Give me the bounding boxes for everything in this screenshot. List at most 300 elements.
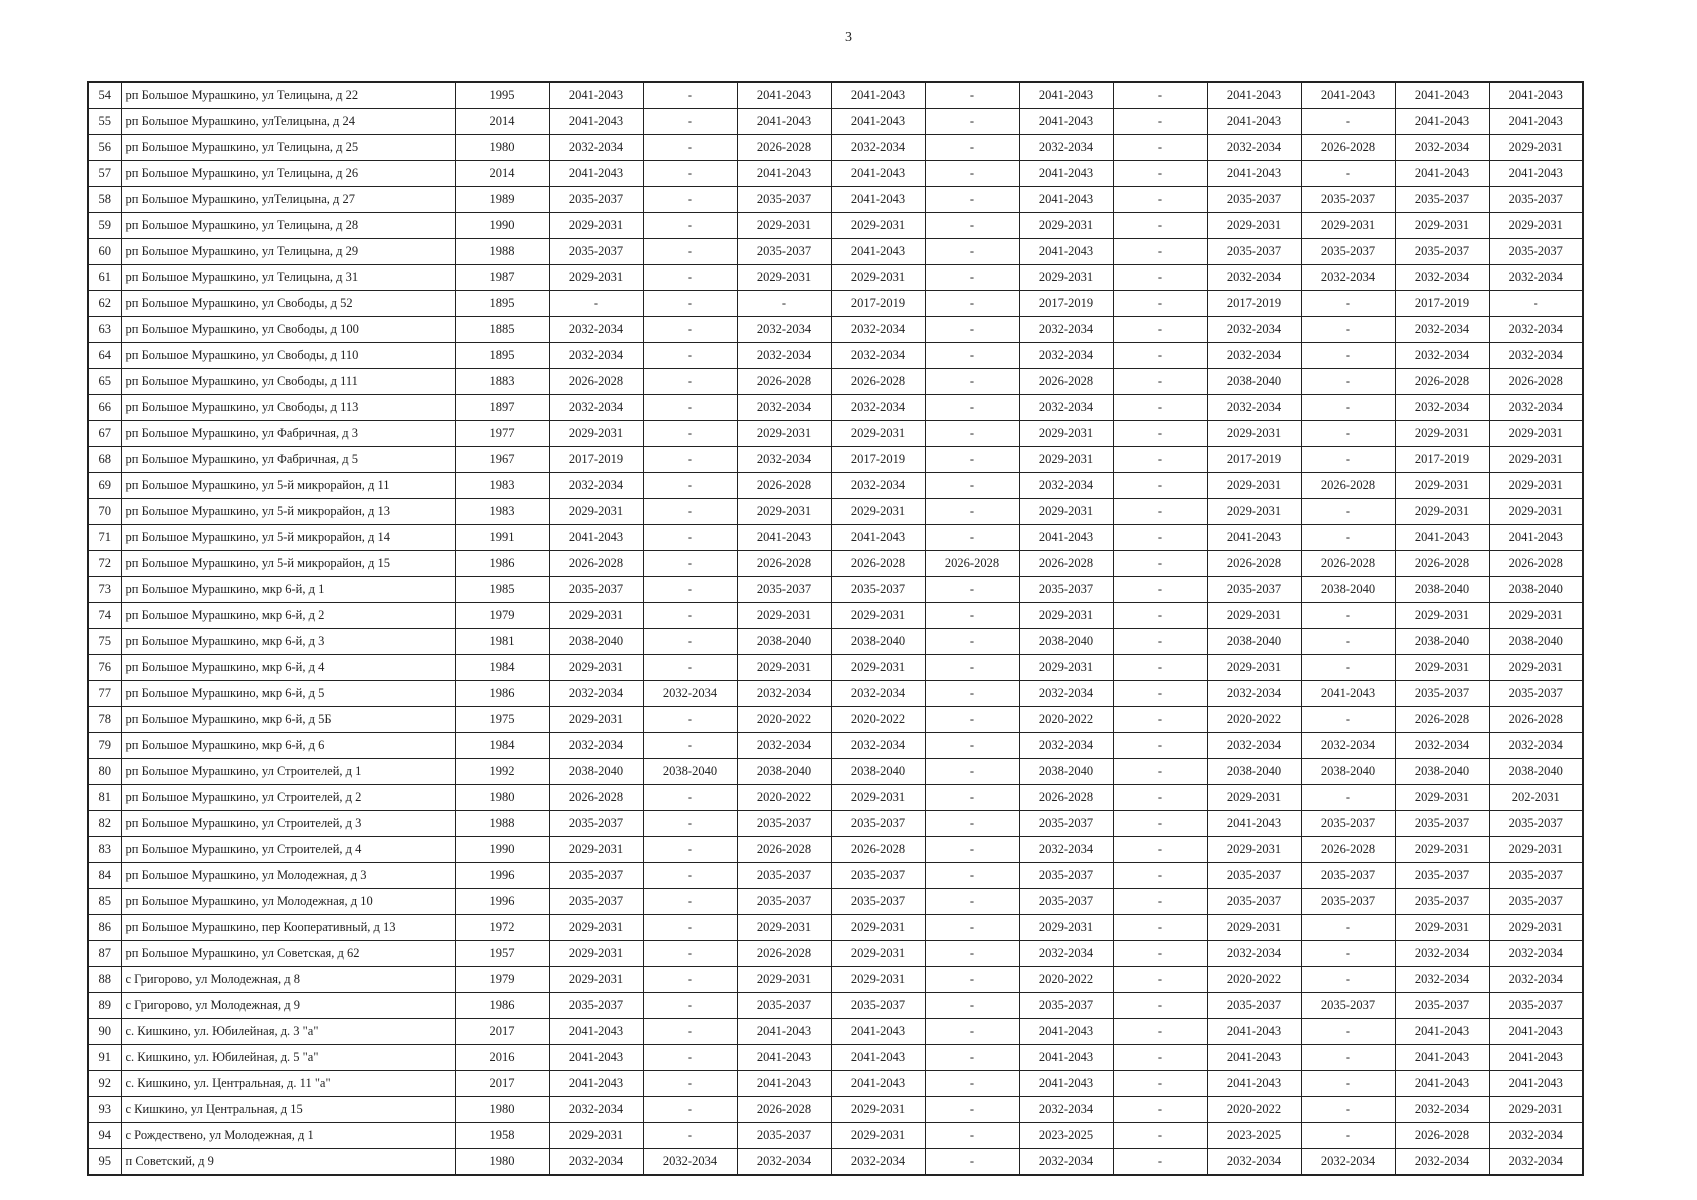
- address-cell: рп Большое Мурашкино, ул Советская, д 62: [121, 941, 455, 967]
- year-cell: 1995: [455, 82, 549, 109]
- period-cell: 2038-2040: [1207, 759, 1301, 785]
- period-cell: 2026-2028: [737, 473, 831, 499]
- address-cell: рп Большое Мурашкино, ул Строителей, д 4: [121, 837, 455, 863]
- period-cell: -: [925, 265, 1019, 291]
- period-cell: 2032-2034: [1395, 733, 1489, 759]
- period-cell: 2029-2031: [831, 655, 925, 681]
- table-row: [88, 993, 1583, 1019]
- period-cell: 2029-2031: [1207, 837, 1301, 863]
- table-row: [88, 1123, 1583, 1149]
- period-cell: 2038-2040: [1019, 629, 1113, 655]
- period-cell: 2029-2031: [549, 1123, 643, 1149]
- period-cell: 2035-2037: [1489, 811, 1583, 837]
- address-cell: рп Большое Мурашкино, улТелицына, д 27: [121, 187, 455, 213]
- row-number-cell: 86: [88, 915, 121, 941]
- period-cell: 2029-2031: [1489, 447, 1583, 473]
- period-cell: 2035-2037: [549, 993, 643, 1019]
- period-cell: 2038-2040: [1207, 629, 1301, 655]
- period-cell: 2026-2028: [549, 785, 643, 811]
- period-cell: 2026-2028: [737, 837, 831, 863]
- address-cell: рп Большое Мурашкино, ул 5-й микрорайон, д 13: [121, 499, 455, 525]
- row-number-cell: 78: [88, 707, 121, 733]
- year-cell: 1986: [455, 551, 549, 577]
- period-cell: 2038-2040: [1395, 577, 1489, 603]
- period-cell: -: [643, 837, 737, 863]
- period-cell: 2041-2043: [1395, 1019, 1489, 1045]
- period-cell: 2029-2031: [1489, 421, 1583, 447]
- table-row: [88, 291, 1583, 317]
- period-cell: 2020-2022: [831, 707, 925, 733]
- address-cell: рп Большое Мурашкино, ул Телицына, д 31: [121, 265, 455, 291]
- address-cell: рп Большое Мурашкино, ул Строителей, д 2: [121, 785, 455, 811]
- period-cell: 2035-2037: [549, 889, 643, 915]
- period-cell: 2032-2034: [1489, 941, 1583, 967]
- year-cell: 1987: [455, 265, 549, 291]
- period-cell: 202-2031: [1489, 785, 1583, 811]
- year-cell: 2016: [455, 1045, 549, 1071]
- period-cell: 2029-2031: [737, 655, 831, 681]
- period-cell: -: [925, 395, 1019, 421]
- period-cell: -: [925, 837, 1019, 863]
- period-cell: 2026-2028: [1207, 551, 1301, 577]
- period-cell: 2032-2034: [1489, 395, 1583, 421]
- period-cell: 2035-2037: [1019, 863, 1113, 889]
- period-cell: 2020-2022: [1207, 707, 1301, 733]
- period-cell: 2032-2034: [549, 317, 643, 343]
- period-cell: 2035-2037: [1489, 187, 1583, 213]
- period-cell: -: [643, 1097, 737, 1123]
- period-cell: 2032-2034: [1207, 1149, 1301, 1176]
- period-cell: 2041-2043: [1301, 82, 1395, 109]
- address-cell: с. Кишкино, ул. Юбилейная, д. 5 "а": [121, 1045, 455, 1071]
- table-row: [88, 369, 1583, 395]
- year-cell: 2014: [455, 161, 549, 187]
- address-cell: с Кишкино, ул Центральная, д 15: [121, 1097, 455, 1123]
- period-cell: -: [1301, 525, 1395, 551]
- period-cell: 2032-2034: [1207, 941, 1301, 967]
- period-cell: 2026-2028: [737, 369, 831, 395]
- row-number-cell: 84: [88, 863, 121, 889]
- address-cell: рп Большое Мурашкино, ул Фабричная, д 5: [121, 447, 455, 473]
- table-row: [88, 499, 1583, 525]
- period-cell: 2029-2031: [1019, 655, 1113, 681]
- period-cell: 2032-2034: [1207, 317, 1301, 343]
- year-cell: 1983: [455, 473, 549, 499]
- period-cell: 2032-2034: [549, 343, 643, 369]
- period-cell: -: [925, 707, 1019, 733]
- period-cell: 2017-2019: [1207, 291, 1301, 317]
- period-cell: 2020-2022: [737, 707, 831, 733]
- period-cell: -: [1113, 733, 1207, 759]
- row-number-cell: 77: [88, 681, 121, 707]
- address-cell: рп Большое Мурашкино, ул 5-й микрорайон, д 11: [121, 473, 455, 499]
- year-cell: 1979: [455, 603, 549, 629]
- period-cell: 2035-2037: [549, 577, 643, 603]
- period-cell: -: [925, 785, 1019, 811]
- period-cell: -: [1113, 369, 1207, 395]
- period-cell: 2032-2034: [643, 1149, 737, 1176]
- year-cell: 1897: [455, 395, 549, 421]
- period-cell: -: [1301, 395, 1395, 421]
- period-cell: 2032-2034: [1019, 681, 1113, 707]
- period-cell: 2026-2028: [831, 551, 925, 577]
- period-cell: -: [1301, 291, 1395, 317]
- year-cell: 1984: [455, 655, 549, 681]
- page-number: 3: [845, 30, 852, 45]
- period-cell: 2017-2019: [831, 291, 925, 317]
- period-cell: 2041-2043: [1207, 109, 1301, 135]
- period-cell: -: [1113, 1019, 1207, 1045]
- period-cell: 2029-2031: [549, 915, 643, 941]
- table-row: [88, 239, 1583, 265]
- row-number-cell: 65: [88, 369, 121, 395]
- period-cell: 2029-2031: [1395, 655, 1489, 681]
- period-cell: -: [1113, 785, 1207, 811]
- period-cell: 2035-2037: [737, 577, 831, 603]
- year-cell: 1996: [455, 863, 549, 889]
- period-cell: 2032-2034: [831, 1149, 925, 1176]
- period-cell: 2032-2034: [643, 681, 737, 707]
- period-cell: -: [643, 291, 737, 317]
- period-cell: 2035-2037: [1395, 993, 1489, 1019]
- period-cell: -: [643, 707, 737, 733]
- period-cell: -: [1489, 291, 1583, 317]
- table-row: [88, 1071, 1583, 1097]
- period-cell: 2029-2031: [549, 837, 643, 863]
- period-cell: 2041-2043: [549, 1045, 643, 1071]
- period-cell: 2035-2037: [1019, 577, 1113, 603]
- period-cell: -: [1301, 1123, 1395, 1149]
- year-cell: 1981: [455, 629, 549, 655]
- row-number-cell: 61: [88, 265, 121, 291]
- period-cell: 2038-2040: [737, 759, 831, 785]
- year-cell: 1986: [455, 681, 549, 707]
- period-cell: -: [643, 629, 737, 655]
- period-cell: 2029-2031: [831, 941, 925, 967]
- period-cell: 2041-2043: [831, 161, 925, 187]
- period-cell: 2035-2037: [737, 993, 831, 1019]
- row-number-cell: 90: [88, 1019, 121, 1045]
- schedule-table: [87, 81, 1584, 1176]
- period-cell: 2035-2037: [1395, 681, 1489, 707]
- period-cell: -: [925, 369, 1019, 395]
- year-cell: 1972: [455, 915, 549, 941]
- row-number-cell: 93: [88, 1097, 121, 1123]
- period-cell: 2035-2037: [737, 239, 831, 265]
- period-cell: -: [643, 733, 737, 759]
- year-cell: 1957: [455, 941, 549, 967]
- period-cell: 2029-2031: [831, 421, 925, 447]
- period-cell: -: [1301, 915, 1395, 941]
- table-row: [88, 629, 1583, 655]
- period-cell: -: [643, 967, 737, 993]
- period-cell: -: [1113, 759, 1207, 785]
- period-cell: 2029-2031: [549, 213, 643, 239]
- period-cell: -: [925, 447, 1019, 473]
- period-cell: 2029-2031: [831, 603, 925, 629]
- period-cell: 2035-2037: [1489, 863, 1583, 889]
- period-cell: 2026-2028: [1489, 551, 1583, 577]
- row-number-cell: 88: [88, 967, 121, 993]
- period-cell: -: [1301, 343, 1395, 369]
- period-cell: 2032-2034: [1489, 967, 1583, 993]
- period-cell: 2029-2031: [1019, 499, 1113, 525]
- row-number-cell: 72: [88, 551, 121, 577]
- period-cell: -: [1113, 1097, 1207, 1123]
- period-cell: 2026-2028: [737, 135, 831, 161]
- period-cell: 2029-2031: [1489, 915, 1583, 941]
- period-cell: -: [925, 603, 1019, 629]
- period-cell: 2032-2034: [549, 1149, 643, 1176]
- table-row: [88, 785, 1583, 811]
- period-cell: -: [925, 681, 1019, 707]
- period-cell: -: [643, 1045, 737, 1071]
- period-cell: 2041-2043: [831, 82, 925, 109]
- period-cell: 2041-2043: [549, 1071, 643, 1097]
- period-cell: -: [1301, 603, 1395, 629]
- year-cell: 1989: [455, 187, 549, 213]
- period-cell: -: [925, 499, 1019, 525]
- row-number-cell: 55: [88, 109, 121, 135]
- period-cell: 2038-2040: [549, 759, 643, 785]
- row-number-cell: 94: [88, 1123, 121, 1149]
- period-cell: 2029-2031: [1395, 421, 1489, 447]
- year-cell: 2017: [455, 1019, 549, 1045]
- address-cell: рп Большое Мурашкино, ул Фабричная, д 3: [121, 421, 455, 447]
- period-cell: -: [1113, 681, 1207, 707]
- period-cell: -: [1113, 629, 1207, 655]
- period-cell: 2035-2037: [1019, 889, 1113, 915]
- period-cell: 2029-2031: [549, 265, 643, 291]
- period-cell: -: [1301, 109, 1395, 135]
- address-cell: рп Большое Мурашкино, пер Кооперативный, д 13: [121, 915, 455, 941]
- period-cell: -: [1113, 187, 1207, 213]
- year-cell: 1883: [455, 369, 549, 395]
- period-cell: 2041-2043: [1489, 1071, 1583, 1097]
- period-cell: 2035-2037: [1395, 239, 1489, 265]
- period-cell: 2032-2034: [737, 343, 831, 369]
- table-row: [88, 525, 1583, 551]
- period-cell: 2035-2037: [1301, 889, 1395, 915]
- period-cell: 2029-2031: [1395, 915, 1489, 941]
- table-row: [88, 161, 1583, 187]
- period-cell: 2026-2028: [1489, 369, 1583, 395]
- year-cell: 1988: [455, 239, 549, 265]
- period-cell: 2032-2034: [1395, 395, 1489, 421]
- period-cell: -: [925, 889, 1019, 915]
- period-cell: 2041-2043: [737, 82, 831, 109]
- period-cell: 2032-2034: [1207, 343, 1301, 369]
- period-cell: 2038-2040: [1489, 629, 1583, 655]
- period-cell: -: [1301, 447, 1395, 473]
- period-cell: 2032-2034: [1395, 941, 1489, 967]
- year-cell: 2014: [455, 109, 549, 135]
- row-number-cell: 87: [88, 941, 121, 967]
- period-cell: -: [643, 1019, 737, 1045]
- period-cell: 2035-2037: [1301, 993, 1395, 1019]
- table-row: [88, 733, 1583, 759]
- period-cell: 2041-2043: [1395, 161, 1489, 187]
- period-cell: 2032-2034: [1489, 265, 1583, 291]
- period-cell: -: [643, 369, 737, 395]
- row-number-cell: 91: [88, 1045, 121, 1071]
- period-cell: 2023-2025: [1207, 1123, 1301, 1149]
- address-cell: рп Большое Мурашкино, ул Свободы, д 52: [121, 291, 455, 317]
- period-cell: 2038-2040: [737, 629, 831, 655]
- address-cell: п Советский, д 9: [121, 1149, 455, 1176]
- period-cell: 2038-2040: [1019, 759, 1113, 785]
- period-cell: -: [925, 1019, 1019, 1045]
- year-cell: 1885: [455, 317, 549, 343]
- address-cell: с Григорово, ул Молодежная, д 8: [121, 967, 455, 993]
- period-cell: -: [1301, 1071, 1395, 1097]
- period-cell: 2029-2031: [1207, 421, 1301, 447]
- year-cell: 1980: [455, 135, 549, 161]
- period-cell: 2017-2019: [549, 447, 643, 473]
- period-cell: 2032-2034: [1019, 135, 1113, 161]
- period-cell: 2038-2040: [1489, 759, 1583, 785]
- period-cell: 2041-2043: [1395, 525, 1489, 551]
- period-cell: 2029-2031: [1207, 499, 1301, 525]
- period-cell: 2026-2028: [1301, 551, 1395, 577]
- row-number-cell: 59: [88, 213, 121, 239]
- period-cell: 2032-2034: [549, 1097, 643, 1123]
- table-row: [88, 135, 1583, 161]
- period-cell: 2041-2043: [831, 525, 925, 551]
- year-cell: 1996: [455, 889, 549, 915]
- row-number-cell: 85: [88, 889, 121, 915]
- year-cell: 1958: [455, 1123, 549, 1149]
- address-cell: рп Большое Мурашкино, ул Молодежная, д 3: [121, 863, 455, 889]
- row-number-cell: 69: [88, 473, 121, 499]
- period-cell: 2032-2034: [1019, 837, 1113, 863]
- period-cell: -: [925, 317, 1019, 343]
- period-cell: 2026-2028: [1019, 551, 1113, 577]
- year-cell: 1986: [455, 993, 549, 1019]
- period-cell: 2017-2019: [1395, 291, 1489, 317]
- period-cell: -: [925, 863, 1019, 889]
- period-cell: 2029-2031: [1489, 655, 1583, 681]
- period-cell: 2041-2043: [1019, 161, 1113, 187]
- period-cell: 2032-2034: [737, 317, 831, 343]
- period-cell: -: [1113, 317, 1207, 343]
- period-cell: -: [1301, 629, 1395, 655]
- period-cell: 2041-2043: [737, 1045, 831, 1071]
- period-cell: 2026-2028: [1019, 369, 1113, 395]
- period-cell: 2041-2043: [831, 1071, 925, 1097]
- period-cell: 2029-2031: [831, 213, 925, 239]
- address-cell: рп Большое Мурашкино, ул Строителей, д 3: [121, 811, 455, 837]
- period-cell: 2038-2040: [643, 759, 737, 785]
- period-cell: 2038-2040: [1207, 369, 1301, 395]
- period-cell: 2020-2022: [1207, 967, 1301, 993]
- row-number-cell: 74: [88, 603, 121, 629]
- period-cell: -: [925, 525, 1019, 551]
- period-cell: 2041-2043: [549, 1019, 643, 1045]
- period-cell: -: [925, 759, 1019, 785]
- period-cell: -: [1113, 82, 1207, 109]
- period-cell: 2032-2034: [1489, 1149, 1583, 1176]
- period-cell: 2041-2043: [1019, 1071, 1113, 1097]
- period-cell: 2035-2037: [737, 863, 831, 889]
- period-cell: 2032-2034: [737, 1149, 831, 1176]
- period-cell: 2035-2037: [737, 1123, 831, 1149]
- table-row: [88, 655, 1583, 681]
- year-cell: 1975: [455, 707, 549, 733]
- year-cell: 1980: [455, 785, 549, 811]
- period-cell: -: [1113, 525, 1207, 551]
- table-row: [88, 395, 1583, 421]
- period-cell: 2032-2034: [1489, 733, 1583, 759]
- period-cell: -: [1113, 109, 1207, 135]
- address-cell: рп Большое Мурашкино, ул Телицына, д 22: [121, 82, 455, 109]
- period-cell: 2026-2028: [1395, 707, 1489, 733]
- table-row: [88, 915, 1583, 941]
- year-cell: 1980: [455, 1149, 549, 1176]
- period-cell: 2032-2034: [1207, 265, 1301, 291]
- period-cell: 2035-2037: [1489, 681, 1583, 707]
- table-row: [88, 1045, 1583, 1071]
- period-cell: -: [549, 291, 643, 317]
- period-cell: 2029-2031: [1301, 213, 1395, 239]
- period-cell: 2038-2040: [1301, 577, 1395, 603]
- period-cell: 2032-2034: [1301, 733, 1395, 759]
- period-cell: 2032-2034: [831, 733, 925, 759]
- period-cell: -: [643, 161, 737, 187]
- period-cell: 2041-2043: [737, 1019, 831, 1045]
- period-cell: 2041-2043: [1395, 109, 1489, 135]
- period-cell: 2041-2043: [1019, 109, 1113, 135]
- table-row: [88, 1097, 1583, 1123]
- period-cell: -: [643, 551, 737, 577]
- period-cell: 2035-2037: [1301, 863, 1395, 889]
- period-cell: 2035-2037: [1395, 863, 1489, 889]
- period-cell: 2035-2037: [831, 889, 925, 915]
- period-cell: 2035-2037: [1019, 811, 1113, 837]
- period-cell: 2029-2031: [1489, 603, 1583, 629]
- period-cell: -: [925, 967, 1019, 993]
- period-cell: 2026-2028: [1301, 135, 1395, 161]
- period-cell: 2029-2031: [831, 1123, 925, 1149]
- period-cell: -: [643, 421, 737, 447]
- address-cell: рп Большое Мурашкино, ул Телицына, д 25: [121, 135, 455, 161]
- row-number-cell: 71: [88, 525, 121, 551]
- period-cell: 2041-2043: [1489, 525, 1583, 551]
- period-cell: -: [1113, 161, 1207, 187]
- period-cell: 2038-2040: [831, 759, 925, 785]
- period-cell: 2035-2037: [1489, 993, 1583, 1019]
- period-cell: 2032-2034: [1019, 395, 1113, 421]
- period-cell: 2041-2043: [549, 161, 643, 187]
- period-cell: -: [643, 343, 737, 369]
- period-cell: -: [643, 447, 737, 473]
- period-cell: 2029-2031: [831, 265, 925, 291]
- period-cell: 2029-2031: [1395, 473, 1489, 499]
- row-number-cell: 89: [88, 993, 121, 1019]
- period-cell: 2029-2031: [1019, 603, 1113, 629]
- year-cell: 1967: [455, 447, 549, 473]
- period-cell: 2041-2043: [1019, 1019, 1113, 1045]
- period-cell: 2041-2043: [549, 82, 643, 109]
- period-cell: 2029-2031: [1489, 213, 1583, 239]
- period-cell: 2029-2031: [549, 967, 643, 993]
- row-number-cell: 66: [88, 395, 121, 421]
- period-cell: -: [925, 109, 1019, 135]
- period-cell: 2035-2037: [737, 187, 831, 213]
- row-number-cell: 92: [88, 1071, 121, 1097]
- table-row: [88, 837, 1583, 863]
- period-cell: 2029-2031: [1207, 473, 1301, 499]
